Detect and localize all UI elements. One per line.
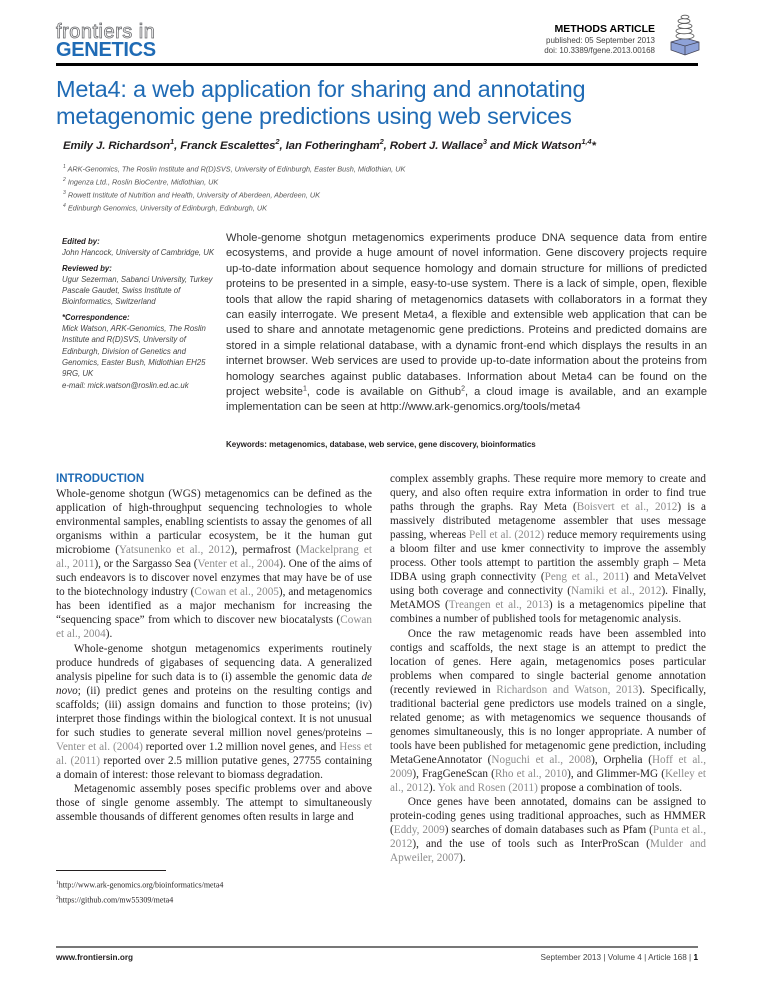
citation-link[interactable]: Pell et al. (2012) <box>469 529 545 542</box>
abstract-text: Whole-genome shotgun metagenomics experiments produce DNA sequence data from entire ecosystems, and provide a huge amount of novel information. Gene discovery projects require up-to-date information about sequence homology and domain structure for millions of predicted proteins to be presented in a simple, easy-to-use system. There is a lack of simple, open, flexible tools that allow the rapid sharing of metagenomics datasets with collaborators in a format they can easily interrogate. We present Meta4, a flexible and extensible web application that can be used to share and annotate metagenomic gene predictions. Proteins and predicted domains are stored in a simple relational database, with a dynamic front-end which displays the results in an internet browser. Web services are used to provide up-to-date information about the proteins from homology searches against public databases. Information about Meta4 can be found on the project website <box>226 232 707 399</box>
author-affil-ref: 1,4 <box>581 137 592 146</box>
journal-logo-line1: frontiers in <box>56 21 156 43</box>
paragraph: Once the raw metagenomic reads have been assembled into contigs and scaffolds, the next stage is an attempt to predict the location of genes. Here again, metagenomics poses particular problems when compared to single bacterial genome annotation (recently reviewed in Richardson and Watson, 2013). Specifically, traditional bacterial gene predictors use models trained on a single, related genome; as with metagenomics we sequence thousands of genomes simultaneously, this is no longer appropriate. A number of tools have been published for metagenomic gene prediction, including MetaGeneAnnotator (Noguchi et al., 2008), Orphelia (Hoff et al., 2009), FragGeneScan (Rho et al., 2010), and Glimmer-MG (Kelley et al., 2012). Yok and Rosen (2011) propose a combination of tools. <box>390 627 706 795</box>
paragraph: Whole-genome shotgun metagenomics experiments routinely produce hundreds of gigabases of sequencing data. A generalized analysis pipeline for such data is to (i) assemble the genomic data de novo; (ii) predict genes and proteins on the resulting contigs and scaffolds; (iii) assign domains and function to those proteins; (iv) interpret those findings within the biological context. It is not unusual for such studies to generate several million novel genes/proteins – Venter et al. (2004) reported over 1.2 million novel genes, and Hess et al. (2011) reported over 2.5 million putative genes, 27755 containing a domain of interest: those relevant to biomass degradation. <box>56 642 373 781</box>
citation-link[interactable]: Treangen et al., 2013 <box>448 599 549 612</box>
paragraph: Metagenomic assembly poses specific problems over and above those of single genome assembly. The attempt to simultaneously assemble thousands of different genomes often results in large and <box>56 782 372 824</box>
author-affil-ref: 3 <box>482 137 487 146</box>
footnotes <box>56 877 372 907</box>
header-divider <box>56 63 698 66</box>
citation-link[interactable]: Rho et al., 2010 <box>494 767 568 780</box>
correspondence-text: Mick Watson, ARK-Genomics, The Roslin Institute and R(D)SVS, University of Edinburgh, Division of Genetics and Genomics, Easter Bush, Midlothian EH25 9RG, UK <box>62 324 206 379</box>
abstract-text: , code is available on Github <box>306 386 462 399</box>
edited-by-label: Edited by: <box>62 237 100 246</box>
citation-link[interactable]: Mackelprang et al., 2011 <box>56 544 372 571</box>
author-affil-ref: 1 <box>169 137 175 146</box>
author-affil-ref: 2 <box>275 137 280 146</box>
footnote-link[interactable]: http://www.ark-genomics.org/bioinformatics/meta4 <box>58 880 224 890</box>
footnote-ref[interactable]: 2 <box>461 385 465 393</box>
citation-link[interactable]: Punta et al., 2012 <box>390 824 706 851</box>
section-heading-introduction: INTRODUCTION <box>56 473 145 485</box>
article-type: METHODS ARTICLE <box>554 23 655 35</box>
paragraph: Once genes have been annotated, domains can be assigned to protein-coding genes using traditional approaches, such as HMMER (Eddy, 2009) searches of domain databases such as Pfam (Punta et al., 2012), and the use of tools such as InterProScan (Mulder and Apweiler, 2007). <box>390 796 707 865</box>
footer-divider <box>56 946 698 948</box>
author-separator: and <box>486 139 514 152</box>
author-name[interactable]: Robert J. Wallace <box>389 139 483 152</box>
affiliation-number: 1 <box>63 164 66 170</box>
citation-link[interactable]: Mulder and Apweiler, 2007 <box>390 838 707 865</box>
footnote-number: 2 <box>56 895 59 902</box>
citation-link[interactable]: Kelley et al., 2012 <box>390 767 706 795</box>
footnote-item <box>56 877 372 892</box>
author-separator: , <box>174 139 181 152</box>
doi[interactable]: doi: 10.3389/fgene.2013.00168 <box>544 46 655 55</box>
correspondence-email[interactable]: e-mail: mick.watson@roslin.ed.ac.uk <box>62 380 189 390</box>
citation-link[interactable]: Richardson and Watson, 2013 <box>496 683 639 696</box>
author-name[interactable]: Mick Watson <box>513 139 582 152</box>
affiliation-number: 3 <box>63 190 66 197</box>
citation-link[interactable]: Venter et al. (2004) <box>56 740 143 753</box>
article-title: Meta4: a web application for sharing and annotating metagenomic gene predictions using web services <box>56 76 586 129</box>
citation-link[interactable]: Noguchi et al., 2008 <box>491 753 592 766</box>
citation-link[interactable]: Yok and Rosen (2011) <box>437 782 538 795</box>
affiliation-item <box>63 162 683 175</box>
affiliation-text: Edinburgh Genomics, University of Edinburgh, Edinburgh, UK <box>67 203 267 213</box>
footnote-link[interactable]: https://github.com/mw55309/meta4 <box>58 895 174 905</box>
affiliation-text: Ingenza Ltd., Roslin BioCentre, Midlothian, UK <box>67 177 219 187</box>
citation-link[interactable]: Yatsunenko et al., 2012 <box>118 544 231 557</box>
footer-website[interactable]: www.frontiersin.org <box>56 953 134 962</box>
citation-link[interactable]: Boisvert et al., 2012 <box>576 501 678 514</box>
body-column-right <box>390 472 706 865</box>
issue-info: September 2013 | Volume 4 | Article 168 | <box>540 953 694 962</box>
affiliation-text: Rowett Institute of Nutrition and Health, University of Aberdeen, Aberdeen, UK <box>67 190 320 200</box>
author-list <box>63 137 703 152</box>
citation-link[interactable]: Hess et al. (2011) <box>56 740 373 767</box>
footnote-ref[interactable]: 1 <box>302 385 307 393</box>
published-date: published: 05 September 2013 <box>546 36 655 45</box>
footnote-divider <box>56 870 166 871</box>
author-separator: , <box>383 139 390 152</box>
citation-link[interactable]: Cowan et al., 2005 <box>194 586 279 599</box>
affiliation-text: ARK-Genomics, The Roslin Institute and R(D)SVS, University of Edinburgh, Easter Bush, Midlothian, UK <box>67 164 406 174</box>
affiliation-item <box>63 175 683 188</box>
italic-text: de novo <box>56 670 372 697</box>
paragraph: complex assembly graphs. These require more memory to create and query, and also often require extra information in order to find true paths through the graphs. Ray Meta (Boisvert et al., 2012) is a massively distributed metagenome assembler that uses message passing, whereas Pell et al. (2012) reduce memory requirements using a bloom filter and use kmer connectivity to improve the assembly process. Other tools attempt to partition the assembly graph – Meta IDBA using graph connectivity (Peng et al., 2011) and MetaVelvet using both coverage and connectivity (Namiki et al., 2012). Finally, MetAMOS (Treangen et al., 2013) is a metagenomics pipeline that combines a number of published tools for metagenomic analysis. <box>390 473 707 626</box>
paragraph: Whole-genome shotgun (WGS) metagenomics can be defined as the application of high-throughput sequencing technologies to whole environmental samples, enabling scientists to assay the genomes of all organisms within a particular ecosystem, be it the human gut microbiome (Yatsunenko et al., 2012), permafrost (Mackelprang et al., 2011), or the Sargasso Sea (Venter et al., 2004). One of the aims of such endeavors is to discover novel enzymes that may have be of use to the biotechnology industry (Cowan et al., 2005), and metagenomics has been identified as a major mechanism for increasing the “sequencing space” from which to discover new biocatalysts (Cowan et al., 2004). <box>56 488 373 641</box>
citation-link[interactable]: Namiki et al., 2012 <box>570 585 662 598</box>
affiliation-item <box>63 201 683 214</box>
citation-link[interactable]: Peng et al., 2011 <box>544 571 626 584</box>
citation-link[interactable]: Venter et al., 2004 <box>197 558 280 571</box>
journal-logo-line2: GENETICS <box>56 39 156 61</box>
reviewer-text: Ugur Sezerman, Sabanci University, Turkey <box>62 274 213 284</box>
footer-issue-info <box>541 953 699 962</box>
affiliation-item <box>63 188 683 201</box>
abstract <box>226 231 707 416</box>
footnote-item <box>56 892 372 907</box>
author-name[interactable]: Franck Escalettes <box>180 139 276 152</box>
editorial-sidebar <box>62 236 222 391</box>
correspondence-label: *Correspondence: <box>62 312 130 322</box>
citation-link[interactable]: Cowan et al., 2004 <box>56 614 372 641</box>
affiliation-number: 2 <box>63 177 66 184</box>
citation-link[interactable]: Eddy, 2009 <box>393 824 445 837</box>
author-name[interactable]: Emily J. Richardson <box>63 139 170 152</box>
page-number: 1 <box>693 953 698 962</box>
corresponding-marker: * <box>591 139 596 152</box>
editor-text: John Hancock, University of Cambridge, UK <box>62 248 215 258</box>
author-separator: , <box>279 139 286 152</box>
reviewed-by-label: Reviewed by: <box>62 263 112 273</box>
keywords: Keywords: metagenomics, database, web service, gene discovery, bioinformatics <box>226 440 536 449</box>
author-name[interactable]: Ian Fotheringham <box>285 139 380 152</box>
footnote-number: 1 <box>56 880 59 886</box>
author-affil-ref: 2 <box>379 137 384 146</box>
reviewer-text: Pascale Gaudet, Swiss Institute of Bioinformatics, Switzerland <box>62 286 181 307</box>
body-column-left <box>56 472 372 824</box>
abstract-text: , a cloud image is available, and an example implementation can be seen at http://www.ark-genomics.org/tools/meta4 <box>226 386 708 414</box>
affiliation-number: 4 <box>63 203 66 210</box>
citation-link[interactable]: Hoff et al., 2009 <box>390 753 706 780</box>
crossmark-stack-icon[interactable] <box>668 14 702 56</box>
affiliation-list <box>63 162 683 214</box>
